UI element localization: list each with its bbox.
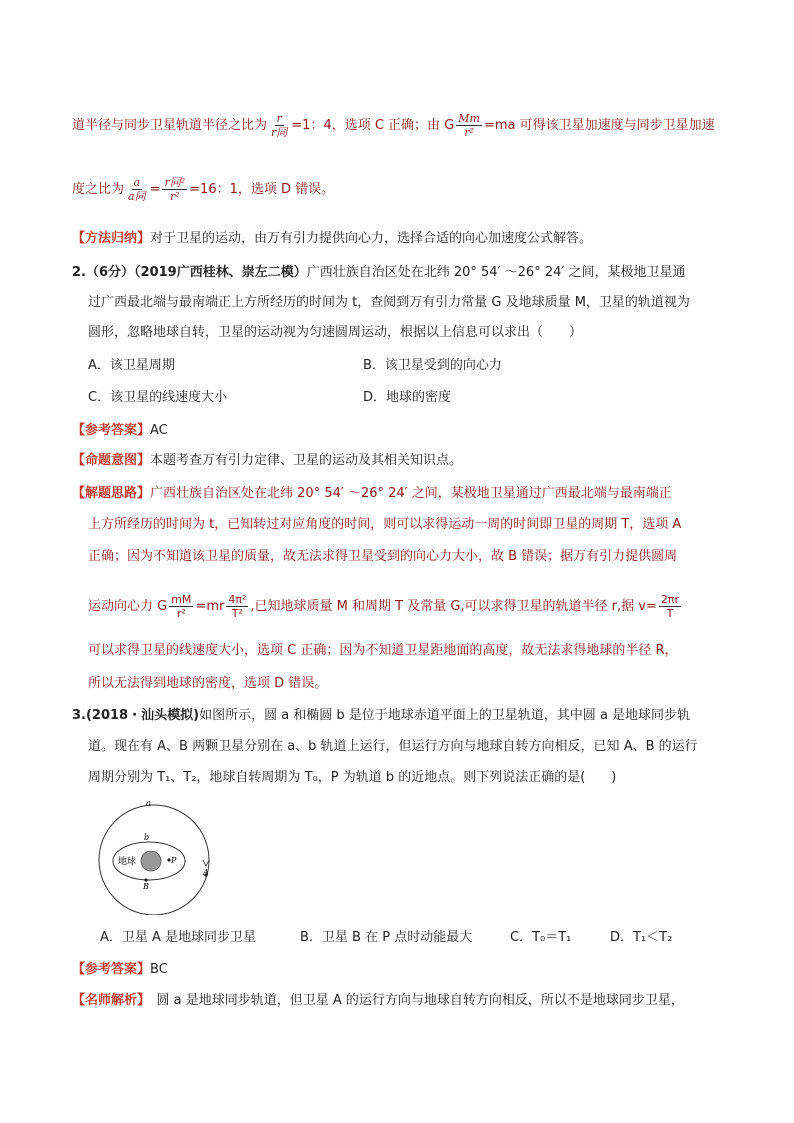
- q2-solution-line-3: 正确；因为不知道该卫星的质量，故无法求得卫星受到的向心力大小，故 B 错误；据万有引力提供圆周: [88, 549, 678, 564]
- q2-option-a: A．该卫星周期: [88, 358, 175, 373]
- q2-solution-line-4: [88, 593, 683, 620]
- label-earth: 地球: [118, 857, 137, 867]
- section-text: 对于卫星的运动，由万有引力提供向心力，选择合适的向心加速度公式解答。: [150, 231, 593, 246]
- question-source: （6分）（2019广西桂林、崇左二模）: [85, 265, 307, 280]
- section-label: 【参考答案】: [72, 423, 151, 438]
- fraction-numerator: mM: [171, 593, 192, 606]
- section-label: 【名师解析】: [72, 993, 144, 1008]
- prev-line-2: 度之比为 $\frac{a}{\text{a同}}$ = $\frac{\text{r同²}}{\text{r²}}$ =16：1，选项 D 错误。: [72, 176, 335, 203]
- q3-stem-line-3: 周期分别为 T₁、T₂，地球自转周期为 T₀，P 为轨道 b 的近地点。则下列说法正确的是( ): [88, 770, 617, 785]
- question-source: (2018・汕头模拟): [85, 708, 200, 723]
- fraction-numerator: a: [133, 176, 141, 189]
- text-segment: =ma 可得该卫星加速度与同步卫星加速: [483, 118, 715, 133]
- q2-answer: [72, 421, 168, 441]
- question-number: 2.: [72, 265, 86, 280]
- q3-option-d: D．T₁＜T₂: [610, 930, 673, 945]
- q2-solution-line-6: 所以无法得到地球的密度，选项 D 错误。: [88, 676, 328, 691]
- prev-line-1: [72, 112, 715, 139]
- fraction-numerator: r: [276, 112, 282, 125]
- fraction-gmm: [169, 593, 193, 620]
- q3-stem-line-1: [72, 706, 690, 726]
- section-text: 广西壮族自治区处在北纬 20° 54′ ～26° 24′ 之间，某极地卫星通过广西最北端与最南端正: [150, 486, 672, 501]
- fraction-denominator: r²: [464, 126, 474, 139]
- orbit-diagram: [96, 800, 226, 915]
- fraction-numerator: 2πr: [660, 593, 680, 606]
- q3-answer: [72, 960, 168, 980]
- fraction-4pi2: [226, 593, 248, 620]
- section-label: 【参考答案】: [72, 962, 151, 977]
- q2-option-b: B．该卫星受到的向心力: [363, 358, 502, 373]
- fraction-denominator: r同: [271, 126, 288, 139]
- fraction-denominator: r²: [176, 607, 186, 620]
- q2-solution-line-5: 可以求得卫星的线速度大小，选项 C 正确；因为不知道卫星距地面的高度，故无法求得地球的半径 R，: [88, 643, 678, 658]
- fraction-r-squared: [162, 176, 187, 203]
- q3-option-b: B．卫星 B 在 P 点时动能最大: [300, 930, 473, 945]
- fraction-denominator: T: [666, 607, 674, 620]
- section-text: 本题考查万有引力定律、卫星的运动及其相关知识点。: [150, 453, 463, 468]
- q3-option-a: A．卫星 A 是地球同步卫星: [100, 930, 257, 945]
- q2-option-d: D．地球的密度: [363, 390, 452, 405]
- section-label: 【命题意图】: [72, 453, 151, 468]
- fraction-gravity: [456, 112, 482, 139]
- q2-stem-line-1: [72, 263, 685, 283]
- fraction-r-ratio: [269, 112, 289, 139]
- q2-stem-line-3: 圆形，忽略地球自转，卫星的运动视为匀速圆周运动，根据以上信息可以求出（ ）: [88, 325, 583, 340]
- answer-value: BC: [150, 962, 168, 977]
- q2-solution-line-1: [72, 484, 672, 504]
- fraction-denominator: T²: [231, 607, 243, 620]
- text-segment: ,已知地球质量 M 和周期 T 及常量 G,可以求得卫星的轨道半径 r,据 v=: [250, 599, 657, 614]
- text-segment: 道半径与同步卫星轨道半径之比为: [72, 118, 268, 133]
- q2-stem-line-2: 过广西最北端与最南端正上方所经历的时间为 t，查阅到万有引力常量 G 及地球质量 M，卫星的轨道视为: [88, 295, 690, 310]
- fraction-denominator: a同: [128, 190, 146, 203]
- fraction-numerator: r同²: [164, 176, 186, 189]
- text-segment: =16：1，选项 D 错误。: [189, 182, 335, 197]
- text-segment: =1：4，选项 C 正确；由 G: [291, 118, 455, 133]
- text-segment: 运动向心力 G: [88, 599, 168, 614]
- question-text: 如图所示，圆 a 和椭圆 b 是位于地球赤道平面上的卫星轨道，其中圆 a 是地球同步轨: [199, 708, 691, 723]
- arrow-icon: [203, 860, 209, 866]
- text-segment: 度之比为: [72, 182, 125, 197]
- fraction-numerator: 4π²: [228, 593, 247, 606]
- q2-solution-line-2: 上方所经历的时间为 t，已知转过对应角度的时间，则可以求得运动一周的时间即卫星的周期 T，选项 A: [88, 517, 682, 532]
- q2-option-c: C．该卫星的线速度大小: [88, 390, 228, 405]
- label-b: b: [144, 833, 150, 842]
- question-number: 3.: [72, 708, 86, 723]
- q3-stem-line-2: 道。现在有 A、B 两颗卫星分别在 a、b 轨道上运行，但运行方向与地球自转方向相反，已知 A、B 的运行: [88, 739, 698, 754]
- answer-value: AC: [150, 423, 168, 438]
- section-label: 【解题思路】: [72, 486, 151, 501]
- q3-option-c: C．T₀＝T₁: [510, 930, 572, 945]
- fraction-velocity: [659, 593, 681, 620]
- label-satellite-a: A: [203, 868, 209, 877]
- section-text: 圆 a 是地球同步轨道，但卫星 A 的运行方向与地球自转方向相反，所以不是地球同步卫星，: [143, 993, 684, 1008]
- q3-analysis: [72, 991, 684, 1011]
- q2-intent: [72, 451, 462, 471]
- earth-circle: [141, 851, 161, 871]
- text-segment: =mr: [195, 599, 225, 614]
- question-text: 广西壮族自治区处在北纬 20° 54′ ～26° 24′ 之间，某极地卫星通: [306, 265, 686, 280]
- fraction-numerator: Mm: [458, 112, 480, 125]
- section-label: 【方法归纳】: [72, 231, 151, 246]
- label-p: P: [171, 856, 177, 865]
- method-summary: [72, 229, 592, 249]
- fraction-denominator: r²: [169, 190, 180, 203]
- fraction-accel: [126, 176, 148, 203]
- label-a: a: [146, 800, 151, 808]
- label-satellite-b: B: [143, 882, 149, 891]
